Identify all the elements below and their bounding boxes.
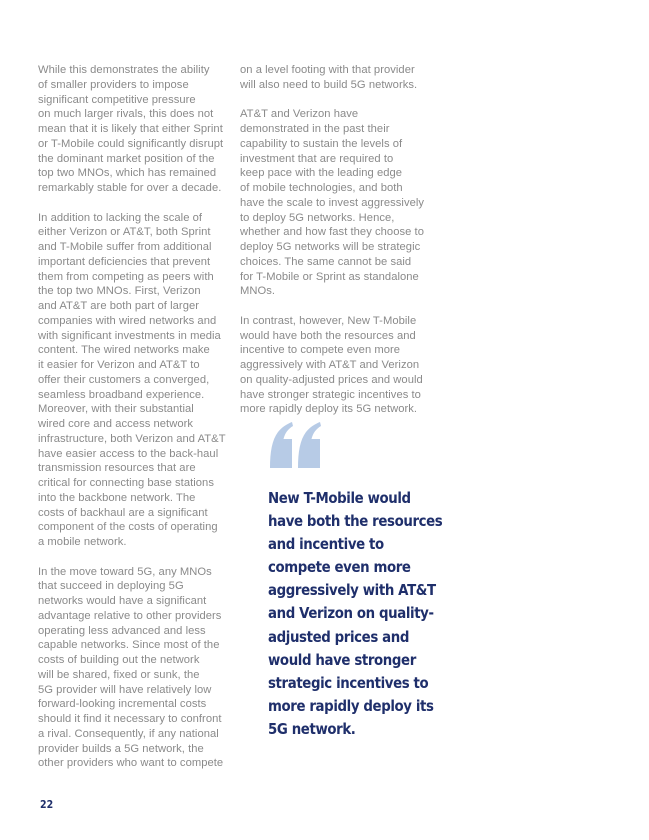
text-line: to deploy 5G networks. Hence, bbox=[240, 211, 395, 224]
paragraph bbox=[38, 211, 234, 550]
text-line: and T-Mobile suffer from additional bbox=[38, 241, 212, 253]
paragraph bbox=[240, 314, 436, 417]
pull-quote-line: adjusted prices and bbox=[268, 627, 410, 646]
text-line: mean that it is likely that either Sprint bbox=[38, 123, 223, 135]
text-line: into the backbone network. The bbox=[38, 491, 196, 504]
text-line: AT&T and Verizon have bbox=[240, 108, 359, 121]
text-line: companies with wired networks and bbox=[38, 314, 217, 327]
text-line: a rival. Consequently, if any national bbox=[38, 727, 219, 740]
paragraph bbox=[240, 63, 436, 93]
text-line: While this demonstrates the ability bbox=[38, 64, 210, 76]
text-line: aggressively with AT&T and Verizon bbox=[240, 359, 420, 371]
text-line: have stronger strategic incentives to bbox=[240, 388, 421, 401]
text-line: content. The wired networks make bbox=[38, 344, 210, 357]
text-line: infrastructure, both Verizon and AT&T bbox=[38, 432, 226, 445]
text-line: wired core and access network bbox=[38, 418, 194, 430]
text-line: keep pace with the leading edge bbox=[240, 167, 403, 180]
quote-open-icon bbox=[268, 420, 328, 475]
pull-quote-line: compete even more bbox=[268, 558, 411, 577]
text-line: that succeed in deploying 5G bbox=[38, 580, 184, 593]
paragraph bbox=[240, 107, 436, 299]
text-line: a mobile network. bbox=[38, 536, 127, 548]
paragraph bbox=[38, 63, 234, 196]
text-line: the top two MNOs. First, Verizon bbox=[38, 285, 201, 298]
text-line: other providers who want to compete bbox=[38, 757, 224, 770]
pull-quote bbox=[268, 487, 443, 741]
pull-quote-line: would have stronger bbox=[268, 650, 416, 669]
text-line: should it find it necessary to confront bbox=[38, 713, 222, 725]
text-line: critical for connecting base stations bbox=[38, 477, 214, 489]
text-line: important deficiencies that prevent bbox=[38, 255, 211, 268]
text-line: component of the costs of operating bbox=[38, 521, 218, 534]
text-line: on quality-adjusted prices and would bbox=[240, 373, 423, 386]
text-line: have the scale to invest aggressively bbox=[240, 196, 425, 209]
text-line: advantage relative to other providers bbox=[38, 609, 222, 622]
pull-quote-line: and incentive to bbox=[268, 535, 384, 554]
text-line: Moreover, with their substantial bbox=[38, 403, 194, 416]
text-line: deploy 5G networks will be strategic bbox=[240, 241, 421, 253]
text-line: offer their customers a converged, bbox=[38, 373, 210, 386]
text-line: whether and how fast they choose to bbox=[240, 226, 424, 239]
text-line: either Verizon or AT&T, both Sprint bbox=[38, 226, 211, 239]
text-line: provider builds a 5G network, the bbox=[38, 742, 204, 755]
text-line: incentive to compete even more bbox=[240, 344, 401, 357]
pull-quote-line: New T-Mobile would bbox=[268, 489, 411, 507]
text-line: In contrast, however, New T-Mobile bbox=[240, 314, 417, 327]
pull-quote-line: more rapidly deploy its bbox=[268, 696, 434, 715]
text-line: capable networks. Since most of the bbox=[38, 639, 220, 652]
text-line: costs of backhaul are a significant bbox=[38, 506, 208, 519]
text-line: would have both the resources and bbox=[240, 329, 416, 342]
text-line: on much larger rivals, this does not bbox=[38, 108, 214, 121]
text-line: networks would have a significant bbox=[38, 595, 207, 607]
text-line: with significant investments in media bbox=[38, 329, 221, 342]
paragraph bbox=[38, 565, 234, 772]
text-line: will be shared, fixed or sunk, the bbox=[38, 668, 200, 681]
text-line: costs of building out the network bbox=[38, 654, 200, 666]
pull-quote-line: aggressively with AT&T bbox=[268, 581, 436, 600]
text-line: transmission resources that are bbox=[38, 462, 196, 475]
text-line: choices. The same cannot be said bbox=[240, 255, 412, 268]
text-line: it easier for Verizon and AT&T to bbox=[38, 359, 200, 371]
pull-quote-line: 5G network. bbox=[268, 719, 356, 738]
text-line: In the move toward 5G, any MNOs bbox=[38, 565, 212, 578]
text-line: In addition to lacking the scale of bbox=[38, 211, 203, 224]
text-line: and AT&T are both part of larger bbox=[38, 300, 200, 312]
text-line: or T-Mobile could significantly disrupt bbox=[38, 137, 224, 150]
text-line: of smaller providers to impose bbox=[38, 78, 189, 91]
text-line: more rapidly deploy its 5G network. bbox=[240, 403, 418, 416]
pull-quote-line: and Verizon on quality- bbox=[268, 604, 434, 623]
text-line: capability to sustain the levels of bbox=[240, 137, 403, 150]
pull-quote-line: have both the resources bbox=[268, 512, 443, 531]
text-line: remarkably stable for over a decade. bbox=[38, 182, 222, 194]
page-number: 22 bbox=[40, 799, 54, 811]
text-line: top two MNOs, which has remained bbox=[38, 167, 217, 180]
text-line: on a level footing with that provider bbox=[240, 64, 415, 76]
text-line: MNOs. bbox=[240, 285, 276, 298]
text-line: significant competitive pressure bbox=[38, 93, 196, 106]
pull-quote-line: strategic incentives to bbox=[268, 673, 429, 692]
text-line: forward-looking incremental costs bbox=[38, 698, 207, 711]
text-line: them from competing as peers with bbox=[38, 270, 214, 283]
left-column bbox=[38, 63, 234, 786]
right-column bbox=[240, 63, 436, 432]
text-line: seamless broadband experience. bbox=[38, 388, 205, 401]
text-line: will also need to build 5G networks. bbox=[240, 78, 418, 91]
text-line: operating less advanced and less bbox=[38, 624, 206, 637]
text-line: 5G provider will have relatively low bbox=[38, 683, 212, 696]
text-line: the dominant market position of the bbox=[38, 152, 215, 165]
text-line: investment that are required to bbox=[240, 152, 394, 165]
text-line: demonstrated in the past their bbox=[240, 123, 390, 135]
text-line: have easier access to the back-haul bbox=[38, 447, 219, 460]
text-line: for T-Mobile or Sprint as standalone bbox=[240, 270, 419, 283]
text-line: of mobile technologies, and both bbox=[240, 182, 403, 194]
